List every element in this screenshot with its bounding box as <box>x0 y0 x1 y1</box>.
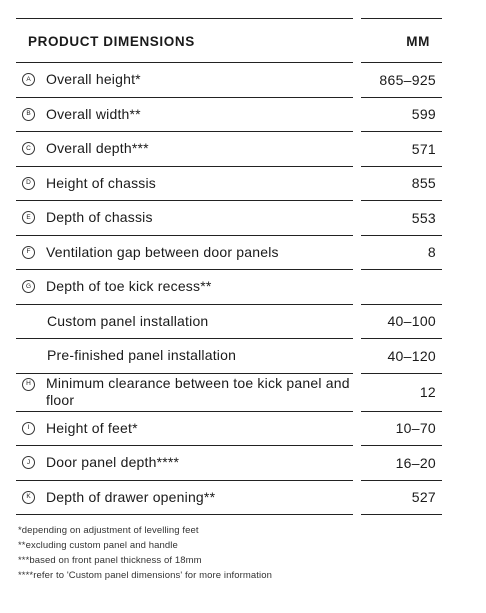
row-value: 40–120 <box>361 339 442 374</box>
footnotes <box>16 523 442 583</box>
row-label: Door panel depth**** <box>46 454 180 471</box>
dimensions-sheet <box>16 18 442 583</box>
row-label: Height of feet* <box>46 419 138 436</box>
letter-e-badge: E <box>22 211 35 224</box>
table-row <box>16 201 442 236</box>
row-label: Depth of toe kick recess** <box>46 278 212 295</box>
header-title: PRODUCT DIMENSIONS <box>28 33 195 49</box>
letter-g-badge: G <box>22 280 35 293</box>
row-value: 12 <box>361 374 442 412</box>
row-label: Ventilation gap between door panels <box>46 243 279 260</box>
letter-c-badge: C <box>22 142 35 155</box>
table-row <box>16 412 442 447</box>
header-unit-cell <box>361 18 442 63</box>
table-row <box>16 481 442 516</box>
table-row <box>16 132 442 167</box>
table-row <box>16 339 442 374</box>
letter-f-badge: F <box>22 246 35 259</box>
table-row <box>16 374 442 412</box>
row-label: Overall depth*** <box>46 140 149 157</box>
row-value: 865–925 <box>361 63 442 98</box>
row-value: 40–100 <box>361 305 442 340</box>
row-value: 10–70 <box>361 412 442 447</box>
footnote: **excluding custom panel and handle <box>18 540 178 551</box>
table-row <box>16 305 442 340</box>
row-value: 599 <box>361 98 442 133</box>
row-label: Custom panel installation <box>47 312 209 329</box>
letter-i-badge: I <box>22 422 35 435</box>
header-unit: MM <box>406 33 430 49</box>
table-row <box>16 236 442 271</box>
footnote: ***based on front panel thickness of 18mm <box>18 555 202 566</box>
row-label: Overall width** <box>46 105 141 122</box>
letter-d-badge: D <box>22 177 35 190</box>
row-label: Depth of drawer opening** <box>46 488 216 505</box>
table-row <box>16 63 442 98</box>
table-row <box>16 98 442 133</box>
letter-h-badge: H <box>22 378 35 391</box>
letter-j-badge: J <box>22 456 35 469</box>
footnote: *depending on adjustment of levelling feet <box>18 525 199 536</box>
letter-a-badge: A <box>22 73 35 86</box>
row-label: Depth of chassis <box>46 209 153 226</box>
row-label: Overall height* <box>46 71 141 88</box>
footnote: ****refer to 'Custom panel dimensions' for more information <box>18 570 272 581</box>
table-row <box>16 167 442 202</box>
letter-k-badge: K <box>22 491 35 504</box>
table-row <box>16 270 442 305</box>
row-label: Pre-finished panel installation <box>47 347 237 364</box>
header-title-cell <box>16 18 353 63</box>
dimensions-table <box>16 18 442 515</box>
row-value: 527 <box>361 481 442 516</box>
row-value: 571 <box>361 132 442 167</box>
letter-b-badge: B <box>22 108 35 121</box>
row-value: 855 <box>361 167 442 202</box>
row-label: Minimum clearance between toe kick panel and floor <box>46 375 350 408</box>
row-value: 553 <box>361 201 442 236</box>
row-label: Height of chassis <box>46 174 157 191</box>
row-value: 8 <box>361 236 442 271</box>
row-value: 16–20 <box>361 446 442 481</box>
table-row <box>16 446 442 481</box>
row-value <box>361 270 442 305</box>
table-header <box>16 18 442 63</box>
